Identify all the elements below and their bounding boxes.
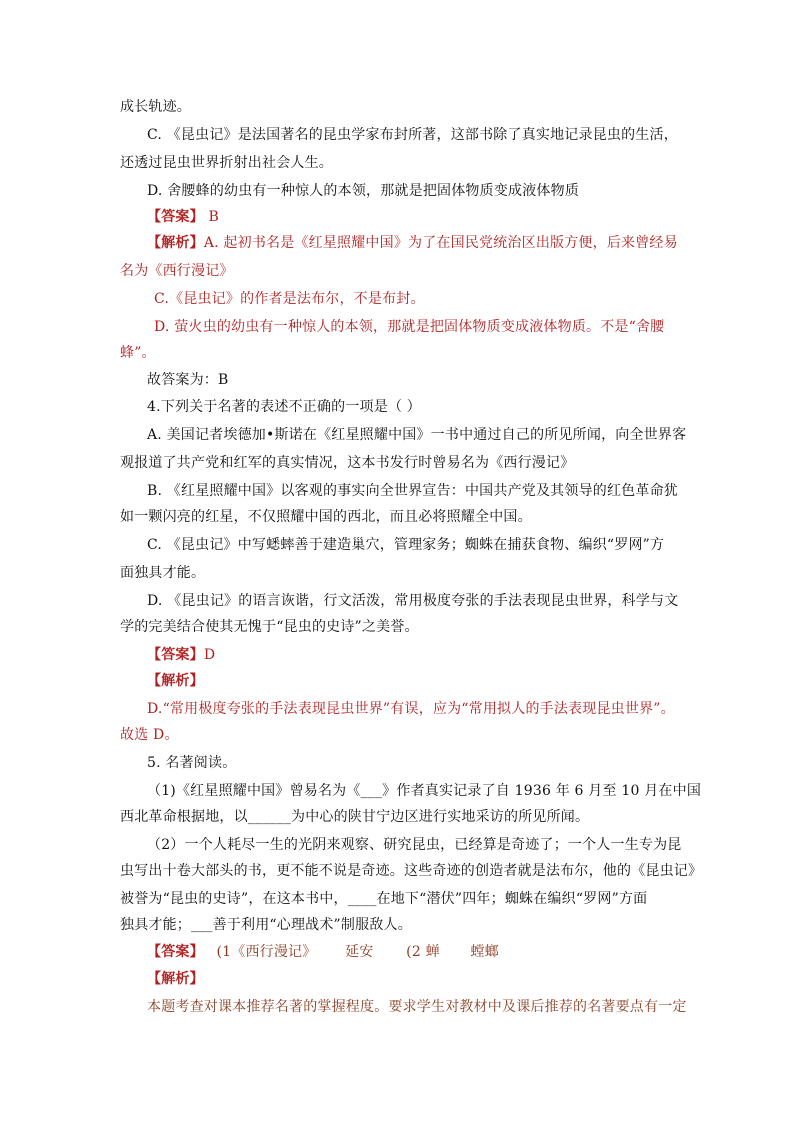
q5-part2-line4: 独具才能；___善于利用“心理战术”制服敌人。 <box>120 917 412 933</box>
q4-option-b-line1: B. 《红星照耀中国》以客观的事实向全世界宣告：中国共产党及其领导的红色革命犹 <box>147 483 678 499</box>
q3-analysis-line5: 蜂”。 <box>120 345 156 361</box>
q5-answer <box>147 943 499 961</box>
q5-part2-line2: 虫写出十卷大部头的书，更不能不说是奇迹。这些奇迹的创造者就是法布尔，他的《昆虫记》 <box>120 863 703 879</box>
q4-answer-value: D <box>203 647 216 663</box>
q4-option-d-line1: D. 《昆虫记》的语言诙谐，行文活泼，常用极度夸张的手法表现昆虫世界，科学与文 <box>147 593 679 609</box>
q4-option-d-line2: 学的完美结合使其无愧于“昆虫的史诗”之美誉。 <box>120 619 419 635</box>
q4-analysis-line1: D.“常用极度夸张的手法表现昆虫世界”有误，应为“常用拟人的手法表现昆虫世界”。 <box>147 701 675 717</box>
q3-analysis-line3: C.《昆虫记》的作者是法布尔，不是布封。 <box>154 291 425 307</box>
q4-option-c-line2: 面独具才能。 <box>120 565 206 581</box>
q3-analysis <box>147 234 678 252</box>
q4-option-a-line2: 观报道了共产党和红军的真实情况，这本书发行时曾易名为《西行漫记》 <box>120 455 575 471</box>
q3-continuation-text: 成长轨迹。 <box>120 99 191 115</box>
q5-stem: 5. 名著阅读。 <box>147 755 237 771</box>
q4-option-c-line1: C. 《昆虫记》中写蟋蟀善于建造巢穴，管理家务；蜘蛛在捕获食物、编织“罗网”方 <box>147 537 665 553</box>
q3-analysis-line1: A. 起初书名是《红星照耀中国》为了在国民党统治区出版方便，后来曾经易 <box>203 235 678 251</box>
q5-analysis-label-line <box>147 970 204 988</box>
q3-conclusion: 故答案为：B <box>147 372 229 388</box>
q5-part1-line2: 西北革命根据地，以______为中心的陕甘宁边区进行实地采访的所见所闻。 <box>120 809 590 825</box>
q5-part2-line3: 被誉为“昆虫的史诗”，在这本书中，____在地下“潜伏”四年；蜘蛛在编织“罗网”方面 <box>120 891 648 907</box>
q3-answer <box>147 208 219 226</box>
q5-answer-label: 【答案】 <box>147 944 204 960</box>
q3-option-d: D. 舍腰蜂的幼虫有一种惊人的本领，那就是把固体物质变成液体物质 <box>147 183 580 199</box>
q5-analysis-label: 【解析】 <box>147 971 204 987</box>
q4-stem: 4.下列关于名著的表述不正确的一项是（ ） <box>147 399 422 415</box>
q3-analysis-line2: 名为《西行漫记》 <box>120 263 234 279</box>
q4-analysis-label: 【解析】 <box>147 673 204 689</box>
q5-answer-3: (2 蝉 <box>406 944 440 960</box>
q3-answer-label: 【答案】 <box>147 209 204 225</box>
q4-option-a-line1: A. 美国记者埃德加•斯诺在《红星照耀中国》一书中通过自己的所见所闻，向全世界客 <box>147 427 687 443</box>
q5-answer-2: 延安 <box>345 944 374 960</box>
q5-part1-line1: （1)《红星照耀中国》曾易名为《___》作者真实记录了自 1936 年 6 月至 10 月在中国 <box>147 783 702 799</box>
q4-analysis-line2: 故选 D。 <box>120 727 179 743</box>
q5-answer-1: (1《西行漫记》 <box>216 944 317 960</box>
q5-part2-line1: （2）一个人耗尽一生的光阴来观察、研究昆虫，已经算是奇迹了；一个人一生专为昆 <box>147 837 682 853</box>
q4-analysis-label-line <box>147 672 204 690</box>
q3-option-c-line2: 还透过昆虫世界折射出社会人生。 <box>120 155 333 171</box>
q3-analysis-label: 【解析】 <box>147 235 204 251</box>
q3-option-c-line1: C. 《昆虫记》是法国著名的昆虫学家布封所著，这部书除了真实地记录昆虫的生活， <box>147 127 678 143</box>
q5-answer-4: 螳螂 <box>470 944 499 960</box>
q4-answer <box>147 646 215 664</box>
q3-analysis-line4: D. 萤火虫的幼虫有一种惊人的本领，那就是把固体物质变成液体物质。不是“舍腰 <box>154 319 665 335</box>
q5-analysis-line1: 本题考查对课本推荐名著的掌握程度。要求学生对教材中及课后推荐的名著要点有一定 <box>147 999 687 1015</box>
q4-answer-label: 【答案】 <box>147 647 204 663</box>
q4-option-b-line2: 如一颗闪亮的红星，不仅照耀中国的西北，而且必将照耀全中国。 <box>120 509 532 525</box>
q3-answer-value: B <box>208 209 219 225</box>
